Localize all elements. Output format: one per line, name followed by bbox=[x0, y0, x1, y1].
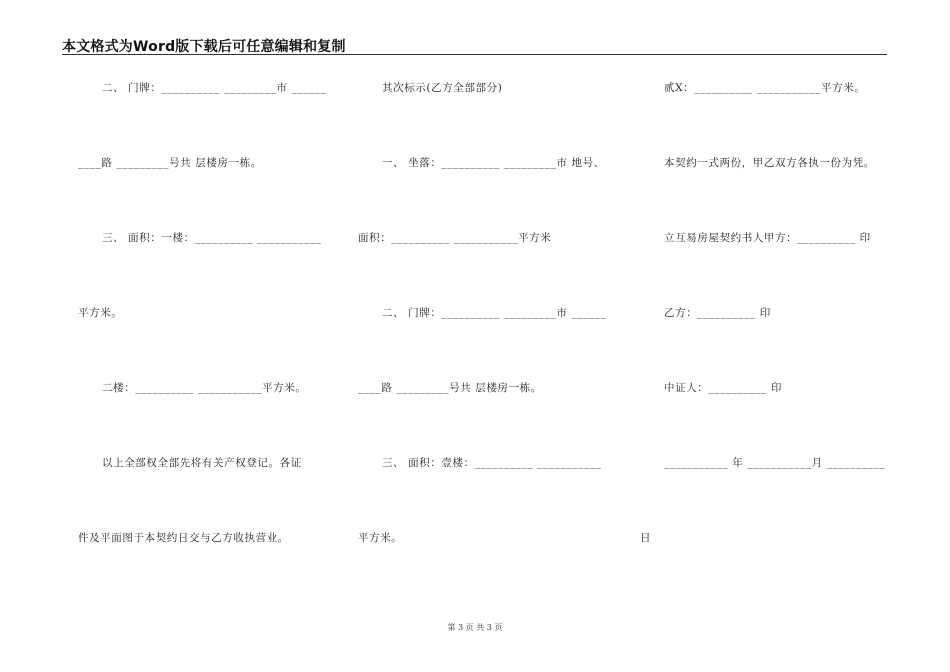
col2-line-2: 一、 坐落：__________ _________市 地号、 bbox=[382, 157, 605, 169]
col2-line-1: 其次标示(乙方全部部分) bbox=[382, 82, 503, 94]
col3-line-5: 中证人：__________ 印 bbox=[664, 382, 782, 394]
col1-line-7: 件及平面图于本契约日交与乙方收执营业。 bbox=[78, 532, 289, 544]
col1-line-2: ____路 _________号共 层楼房一栋。 bbox=[78, 157, 262, 169]
col1-line-5: 二楼：__________ ___________平方米。 bbox=[102, 382, 307, 394]
col3-line-1: 贰X：__________ ___________平方米。 bbox=[664, 82, 866, 94]
col2-line-5: ____路 _________号共 层楼房一栋。 bbox=[358, 382, 542, 394]
page-number-footer: 第 3 页 共 3 页 bbox=[447, 623, 503, 632]
col2-line-4: 二、 门牌：__________ _________市 ______ bbox=[382, 307, 607, 319]
header-divider bbox=[62, 54, 887, 55]
col3-line-2: 本契约一式两份，甲乙双方各执一份为凭。 bbox=[664, 157, 875, 169]
page-header-title: 本文格式为Word版下载后可任意编辑和复制 bbox=[62, 39, 346, 55]
col3-line-7: 日 bbox=[640, 532, 652, 544]
col3-line-3: 立互易房屋契约书人甲方：__________ 印 bbox=[664, 232, 871, 244]
col2-line-6: 三、 面积：壹楼：__________ ___________ bbox=[382, 457, 602, 469]
col1-line-1: 二、 门牌：__________ _________市 ______ bbox=[102, 82, 327, 94]
col1-line-6: 以上全部权全部先将有关产权登记。各证 bbox=[102, 457, 302, 469]
col2-line-3: 面积：__________ ___________平方米 bbox=[358, 232, 552, 244]
col3-line-6: ___________ 年 ___________月 __________ bbox=[664, 457, 886, 469]
col2-line-7: 平方米。 bbox=[358, 532, 403, 544]
col3-line-4: 乙方：__________ 印 bbox=[664, 307, 771, 319]
col1-line-4: 平方米。 bbox=[78, 307, 123, 319]
col1-line-3: 三、 面积：一楼：__________ ___________ bbox=[102, 232, 322, 244]
